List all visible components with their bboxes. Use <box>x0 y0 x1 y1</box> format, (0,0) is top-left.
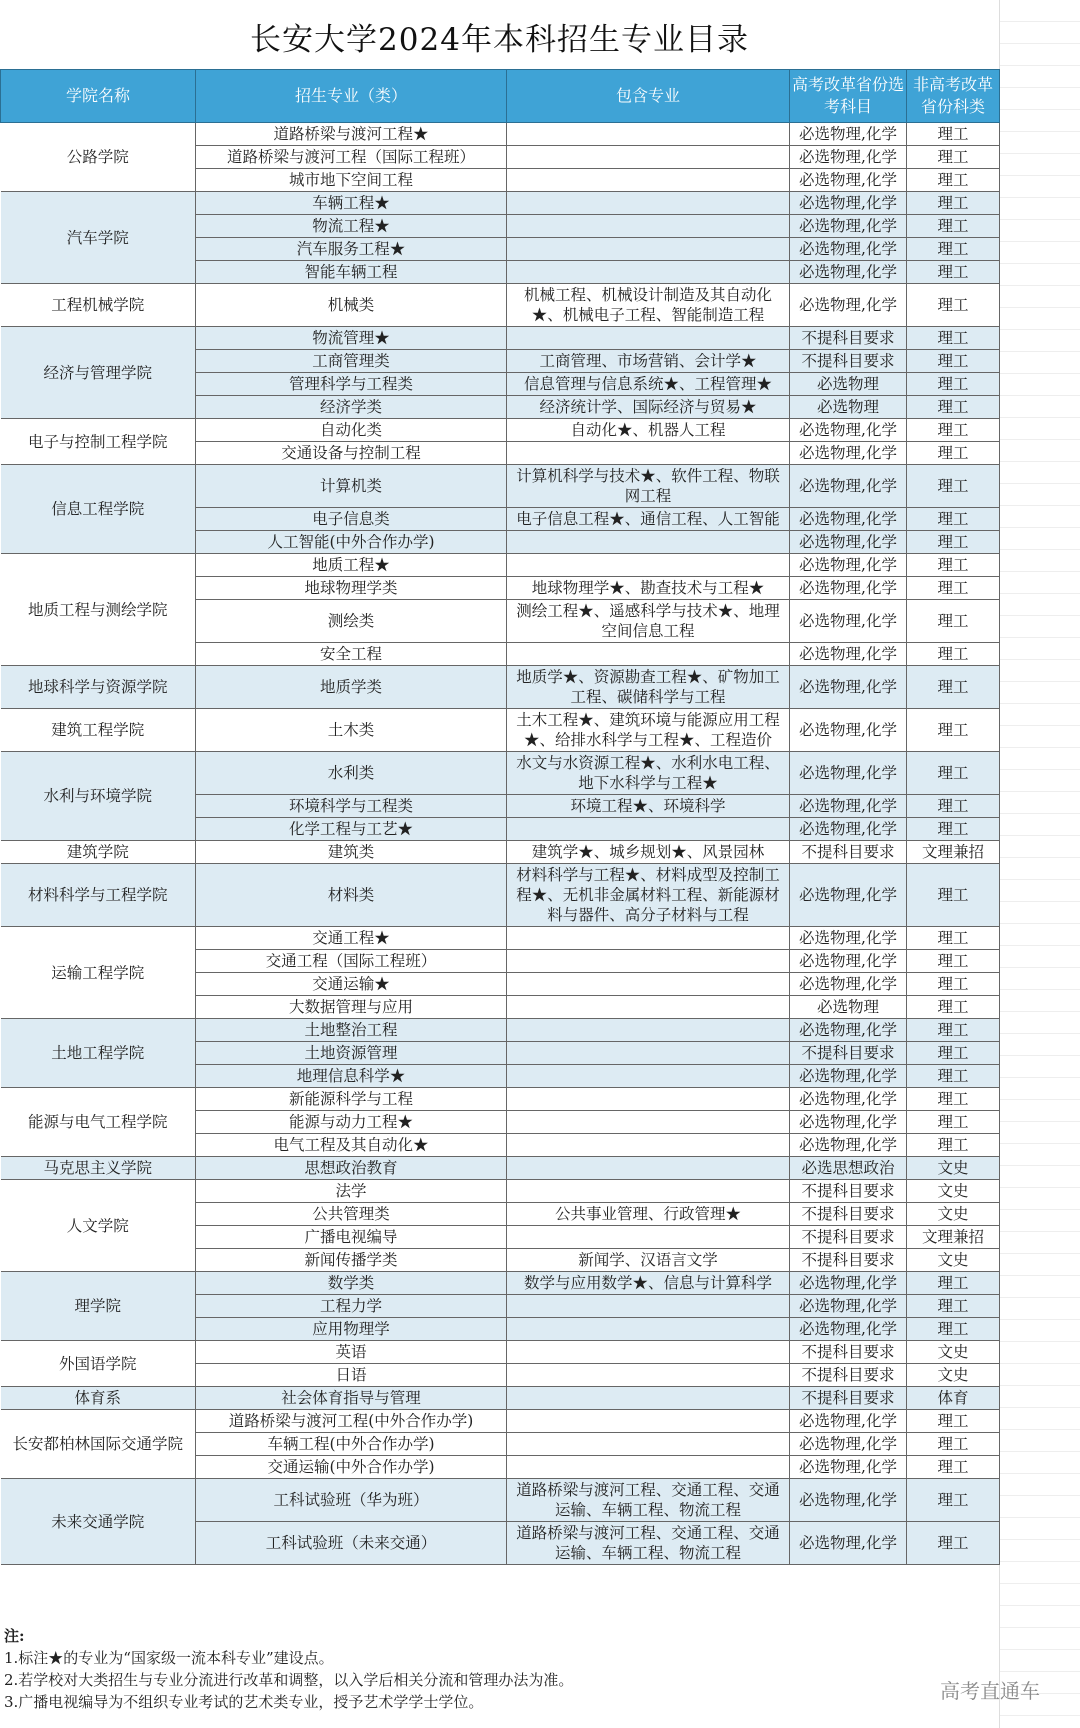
table-row <box>1 1157 1000 1180</box>
major-cell: 材料类 <box>196 864 507 927</box>
major-cell: 英语 <box>196 1341 507 1364</box>
major-catalog-table <box>0 69 1000 1565</box>
subject-requirement-cell: 必选物理,化学 <box>790 1019 907 1042</box>
subject-requirement-cell: 不提科目要求 <box>790 1180 907 1203</box>
category-cell: 理工 <box>907 666 1000 709</box>
included-majors-cell <box>507 950 790 973</box>
table-row <box>1 927 1000 950</box>
category-cell: 文史 <box>907 1203 1000 1226</box>
major-cell: 车辆工程(中外合作办学) <box>196 1433 507 1456</box>
subject-requirement-cell: 不提科目要求 <box>790 1387 907 1410</box>
subject-requirement-cell: 不提科目要求 <box>790 327 907 350</box>
watermark: 高考直通车 <box>940 1679 1040 1703</box>
category-cell: 理工 <box>907 508 1000 531</box>
table-row <box>1 327 1000 350</box>
included-majors-cell <box>507 146 790 169</box>
major-cell: 自动化类 <box>196 419 507 442</box>
category-cell: 理工 <box>907 1088 1000 1111</box>
major-cell: 计算机类 <box>196 465 507 508</box>
college-name-cell: 能源与电气工程学院 <box>1 1088 196 1157</box>
category-cell: 理工 <box>907 950 1000 973</box>
major-cell: 汽车服务工程★ <box>196 238 507 261</box>
header-college: 学院名称 <box>1 70 196 123</box>
subject-requirement-cell: 必选物理,化学 <box>790 1522 907 1565</box>
subject-requirement-cell: 必选物理,化学 <box>790 1134 907 1157</box>
category-cell: 文理兼招 <box>907 1226 1000 1249</box>
table-row <box>1 1479 1000 1522</box>
category-cell: 文史 <box>907 1249 1000 1272</box>
major-cell: 环境科学与工程类 <box>196 795 507 818</box>
category-cell: 理工 <box>907 169 1000 192</box>
header-reform-subjects: 高考改革省份选考科目 <box>790 70 907 123</box>
college-name-cell: 外国语学院 <box>1 1341 196 1387</box>
major-cell: 道路桥梁与渡河工程（国际工程班） <box>196 146 507 169</box>
included-majors-cell <box>507 215 790 238</box>
subject-requirement-cell: 必选物理,化学 <box>790 927 907 950</box>
included-majors-cell: 道路桥梁与渡河工程、交通工程、交通运输、车辆工程、物流工程 <box>507 1479 790 1522</box>
category-cell: 理工 <box>907 927 1000 950</box>
category-cell: 理工 <box>907 1522 1000 1565</box>
category-cell: 理工 <box>907 350 1000 373</box>
college-name-cell: 汽车学院 <box>1 192 196 284</box>
college-name-cell: 材料科学与工程学院 <box>1 864 196 927</box>
major-cell: 道路桥梁与渡河工程(中外合作办学) <box>196 1410 507 1433</box>
included-majors-cell: 测绘工程★、遥感科学与技术★、地理空间信息工程 <box>507 600 790 643</box>
college-name-cell: 公路学院 <box>1 123 196 192</box>
category-cell: 理工 <box>907 1318 1000 1341</box>
header-nonreform-category: 非高考改革省份科类 <box>907 70 1000 123</box>
note-item: 3.广播电视编导为不组织专业考试的艺术类专业，授予艺术学学士学位。 <box>4 1693 484 1711</box>
major-cell: 地球物理学类 <box>196 577 507 600</box>
major-cell: 新能源科学与工程 <box>196 1088 507 1111</box>
major-cell: 地质工程★ <box>196 554 507 577</box>
subject-requirement-cell: 必选物理,化学 <box>790 508 907 531</box>
subject-requirement-cell: 必选物理,化学 <box>790 864 907 927</box>
subject-requirement-cell: 必选物理,化学 <box>790 666 907 709</box>
category-cell: 理工 <box>907 1019 1000 1042</box>
subject-requirement-cell: 必选物理,化学 <box>790 284 907 327</box>
table-row <box>1 554 1000 577</box>
table-row <box>1 1341 1000 1364</box>
included-majors-cell <box>507 442 790 465</box>
major-cell: 管理科学与工程类 <box>196 373 507 396</box>
major-cell: 新闻传播学类 <box>196 1249 507 1272</box>
included-majors-cell: 工商管理、市场营销、会计学★ <box>507 350 790 373</box>
table-row <box>1 192 1000 215</box>
included-majors-cell: 地球物理学★、勘查技术与工程★ <box>507 577 790 600</box>
subject-requirement-cell: 必选物理 <box>790 373 907 396</box>
included-majors-cell <box>507 1226 790 1249</box>
category-cell: 理工 <box>907 795 1000 818</box>
included-majors-cell <box>507 1088 790 1111</box>
subject-requirement-cell: 必选物理,化学 <box>790 123 907 146</box>
major-cell: 土地整治工程 <box>196 1019 507 1042</box>
category-cell: 理工 <box>907 1433 1000 1456</box>
category-cell: 理工 <box>907 1410 1000 1433</box>
subject-requirement-cell: 必选物理,化学 <box>790 169 907 192</box>
major-cell: 智能车辆工程 <box>196 261 507 284</box>
subject-requirement-cell: 必选物理 <box>790 996 907 1019</box>
major-cell: 道路桥梁与渡河工程★ <box>196 123 507 146</box>
major-cell: 地质学类 <box>196 666 507 709</box>
college-name-cell: 地球科学与资源学院 <box>1 666 196 709</box>
subject-requirement-cell: 必选物理,化学 <box>790 1433 907 1456</box>
included-majors-cell <box>507 1433 790 1456</box>
major-cell: 土地资源管理 <box>196 1042 507 1065</box>
major-cell: 社会体育指导与管理 <box>196 1387 507 1410</box>
category-cell: 理工 <box>907 465 1000 508</box>
included-majors-cell <box>507 1111 790 1134</box>
category-cell: 文史 <box>907 1157 1000 1180</box>
included-majors-cell <box>507 1387 790 1410</box>
subject-requirement-cell: 必选物理,化学 <box>790 261 907 284</box>
subject-requirement-cell: 必选物理,化学 <box>790 1456 907 1479</box>
table-row <box>1 123 1000 146</box>
included-majors-cell <box>507 1410 790 1433</box>
major-cell: 工科试验班（华为班） <box>196 1479 507 1522</box>
major-cell: 地理信息科学★ <box>196 1065 507 1088</box>
major-cell: 应用物理学 <box>196 1318 507 1341</box>
subject-requirement-cell: 必选物理,化学 <box>790 1479 907 1522</box>
table-row <box>1 1180 1000 1203</box>
subject-requirement-cell: 必选物理,化学 <box>790 192 907 215</box>
major-cell: 测绘类 <box>196 600 507 643</box>
included-majors-cell <box>507 1456 790 1479</box>
college-name-cell: 经济与管理学院 <box>1 327 196 419</box>
included-majors-cell: 电子信息工程★、通信工程、人工智能 <box>507 508 790 531</box>
major-cell: 物流管理★ <box>196 327 507 350</box>
included-majors-cell <box>507 1341 790 1364</box>
subject-requirement-cell: 必选物理,化学 <box>790 531 907 554</box>
table-row <box>1 666 1000 709</box>
major-cell: 化学工程与工艺★ <box>196 818 507 841</box>
major-cell: 能源与动力工程★ <box>196 1111 507 1134</box>
included-majors-cell: 计算机科学与技术★、软件工程、物联网工程 <box>507 465 790 508</box>
table-header-row <box>1 70 1000 123</box>
subject-requirement-cell: 不提科目要求 <box>790 1226 907 1249</box>
category-cell: 文史 <box>907 1364 1000 1387</box>
major-cell: 法学 <box>196 1180 507 1203</box>
major-cell: 交通运输(中外合作办学) <box>196 1456 507 1479</box>
subject-requirement-cell: 必选物理,化学 <box>790 1410 907 1433</box>
category-cell: 理工 <box>907 238 1000 261</box>
subject-requirement-cell: 必选物理,化学 <box>790 973 907 996</box>
subject-requirement-cell: 必选物理,化学 <box>790 643 907 666</box>
included-majors-cell: 材料科学与工程★、材料成型及控制工程★、无机非金属材料工程、新能源材料与器件、高分子材料与工程 <box>507 864 790 927</box>
category-cell: 理工 <box>907 1134 1000 1157</box>
included-majors-cell <box>507 1295 790 1318</box>
category-cell: 理工 <box>907 419 1000 442</box>
college-name-cell: 运输工程学院 <box>1 927 196 1019</box>
included-majors-cell <box>507 1019 790 1042</box>
subject-requirement-cell: 必选物理,化学 <box>790 1111 907 1134</box>
category-cell: 理工 <box>907 123 1000 146</box>
subject-requirement-cell: 必选物理,化学 <box>790 1088 907 1111</box>
category-cell: 理工 <box>907 1065 1000 1088</box>
header-major: 招生专业（类） <box>196 70 507 123</box>
table-row <box>1 1019 1000 1042</box>
included-majors-cell: 机械工程、机械设计制造及其自动化★、机械电子工程、智能制造工程 <box>507 284 790 327</box>
college-name-cell: 工程机械学院 <box>1 284 196 327</box>
table-row <box>1 1410 1000 1433</box>
major-cell: 交通工程（国际工程班） <box>196 950 507 973</box>
category-cell: 文史 <box>907 1341 1000 1364</box>
subject-requirement-cell: 必选物理,化学 <box>790 419 907 442</box>
included-majors-cell <box>507 238 790 261</box>
included-majors-cell <box>507 261 790 284</box>
header-included: 包含专业 <box>507 70 790 123</box>
subject-requirement-cell: 必选物理,化学 <box>790 600 907 643</box>
included-majors-cell <box>507 1157 790 1180</box>
category-cell: 理工 <box>907 192 1000 215</box>
subject-requirement-cell: 不提科目要求 <box>790 1249 907 1272</box>
included-majors-cell <box>507 643 790 666</box>
subject-requirement-cell: 不提科目要求 <box>790 350 907 373</box>
major-cell: 工科试验班（未来交通） <box>196 1522 507 1565</box>
table-body <box>1 123 1000 1565</box>
major-cell: 工程力学 <box>196 1295 507 1318</box>
college-name-cell: 人文学院 <box>1 1180 196 1272</box>
major-cell: 公共管理类 <box>196 1203 507 1226</box>
college-name-cell: 建筑学院 <box>1 841 196 864</box>
subject-requirement-cell: 必选物理,化学 <box>790 1318 907 1341</box>
table-row <box>1 284 1000 327</box>
subject-requirement-cell: 不提科目要求 <box>790 1341 907 1364</box>
major-cell: 日语 <box>196 1364 507 1387</box>
major-cell: 物流工程★ <box>196 215 507 238</box>
major-cell: 交通工程★ <box>196 927 507 950</box>
category-cell: 理工 <box>907 146 1000 169</box>
major-cell: 思想政治教育 <box>196 1157 507 1180</box>
category-cell: 理工 <box>907 442 1000 465</box>
college-name-cell: 电子与控制工程学院 <box>1 419 196 465</box>
major-cell: 安全工程 <box>196 643 507 666</box>
included-majors-cell <box>507 996 790 1019</box>
subject-requirement-cell: 不提科目要求 <box>790 1042 907 1065</box>
category-cell: 理工 <box>907 261 1000 284</box>
included-majors-cell: 道路桥梁与渡河工程、交通工程、交通运输、车辆工程、物流工程 <box>507 1522 790 1565</box>
subject-requirement-cell: 必选物理,化学 <box>790 795 907 818</box>
major-cell: 建筑类 <box>196 841 507 864</box>
included-majors-cell: 环境工程★、环境科学 <box>507 795 790 818</box>
included-majors-cell <box>507 1180 790 1203</box>
included-majors-cell: 地质学★、资源勘查工程★、矿物加工工程、碳储科学与工程 <box>507 666 790 709</box>
category-cell: 理工 <box>907 600 1000 643</box>
subject-requirement-cell: 必选物理,化学 <box>790 577 907 600</box>
included-majors-cell <box>507 123 790 146</box>
major-cell: 数学类 <box>196 1272 507 1295</box>
table-row <box>1 1088 1000 1111</box>
category-cell: 理工 <box>907 1111 1000 1134</box>
table-row <box>1 1387 1000 1410</box>
category-cell: 理工 <box>907 1456 1000 1479</box>
subject-requirement-cell: 必选物理,化学 <box>790 554 907 577</box>
note-item: 2.若学校对大类招生与专业分流进行改革和调整，以入学后相关分流和管理办法为准。 <box>4 1671 574 1689</box>
included-majors-cell <box>507 327 790 350</box>
table-row <box>1 864 1000 927</box>
included-majors-cell: 公共事业管理、行政管理★ <box>507 1203 790 1226</box>
major-cell: 经济学类 <box>196 396 507 419</box>
included-majors-cell <box>507 1134 790 1157</box>
major-cell: 人工智能(中外合作办学) <box>196 531 507 554</box>
college-name-cell: 地质工程与测绘学院 <box>1 554 196 666</box>
subject-requirement-cell: 必选思想政治 <box>790 1157 907 1180</box>
subject-requirement-cell: 必选物理,化学 <box>790 146 907 169</box>
included-majors-cell <box>507 1364 790 1387</box>
note-item: 1.标注★的专业为“国家级一流本科专业”建设点。 <box>4 1649 334 1667</box>
included-majors-cell <box>507 554 790 577</box>
category-cell: 理工 <box>907 1272 1000 1295</box>
college-name-cell: 马克思主义学院 <box>1 1157 196 1180</box>
college-name-cell: 水利与环境学院 <box>1 752 196 841</box>
category-cell: 理工 <box>907 1042 1000 1065</box>
table-row <box>1 752 1000 795</box>
college-name-cell: 体育系 <box>1 1387 196 1410</box>
included-majors-cell <box>507 1065 790 1088</box>
category-cell: 理工 <box>907 818 1000 841</box>
included-majors-cell: 数学与应用数学★、信息与计算科学 <box>507 1272 790 1295</box>
included-majors-cell: 建筑学★、城乡规划★、风景园林 <box>507 841 790 864</box>
category-cell: 理工 <box>907 996 1000 1019</box>
included-majors-cell: 水文与水资源工程★、水利水电工程、地下水科学与工程★ <box>507 752 790 795</box>
included-majors-cell <box>507 927 790 950</box>
major-cell: 交通设备与控制工程 <box>196 442 507 465</box>
college-name-cell: 理学院 <box>1 1272 196 1341</box>
category-cell: 理工 <box>907 1295 1000 1318</box>
major-cell: 电气工程及其自动化★ <box>196 1134 507 1157</box>
sheet-grid-background <box>999 0 1080 1728</box>
subject-requirement-cell: 必选物理,化学 <box>790 215 907 238</box>
category-cell: 文理兼招 <box>907 841 1000 864</box>
category-cell: 理工 <box>907 709 1000 752</box>
included-majors-cell: 信息管理与信息系统★、工程管理★ <box>507 373 790 396</box>
major-cell: 大数据管理与应用 <box>196 996 507 1019</box>
subject-requirement-cell: 必选物理,化学 <box>790 465 907 508</box>
category-cell: 理工 <box>907 327 1000 350</box>
included-majors-cell <box>507 818 790 841</box>
table-row <box>1 709 1000 752</box>
subject-requirement-cell: 必选物理,化学 <box>790 238 907 261</box>
category-cell: 文史 <box>907 1180 1000 1203</box>
table-row <box>1 465 1000 508</box>
included-majors-cell <box>507 192 790 215</box>
college-name-cell: 土地工程学院 <box>1 1019 196 1088</box>
table-row <box>1 841 1000 864</box>
major-cell: 广播电视编导 <box>196 1226 507 1249</box>
included-majors-cell <box>507 169 790 192</box>
notes <box>4 1625 573 1713</box>
included-majors-cell: 土木工程★、建筑环境与能源应用工程★、给排水科学与工程★、工程造价 <box>507 709 790 752</box>
subject-requirement-cell: 必选物理,化学 <box>790 818 907 841</box>
subject-requirement-cell: 必选物理 <box>790 396 907 419</box>
category-cell: 理工 <box>907 864 1000 927</box>
category-cell: 理工 <box>907 1479 1000 1522</box>
category-cell: 理工 <box>907 752 1000 795</box>
notes-heading: 注: <box>4 1627 25 1645</box>
category-cell: 理工 <box>907 284 1000 327</box>
included-majors-cell: 自动化★、机器人工程 <box>507 419 790 442</box>
college-name-cell: 长安都柏林国际交通学院 <box>1 1410 196 1479</box>
major-cell: 机械类 <box>196 284 507 327</box>
subject-requirement-cell: 必选物理,化学 <box>790 1065 907 1088</box>
subject-requirement-cell: 必选物理,化学 <box>790 1295 907 1318</box>
major-cell: 车辆工程★ <box>196 192 507 215</box>
category-cell: 体育 <box>907 1387 1000 1410</box>
subject-requirement-cell: 必选物理,化学 <box>790 950 907 973</box>
college-name-cell: 信息工程学院 <box>1 465 196 554</box>
major-cell: 土木类 <box>196 709 507 752</box>
included-majors-cell: 新闻学、汉语言文学 <box>507 1249 790 1272</box>
table-row <box>1 1272 1000 1295</box>
major-cell: 水利类 <box>196 752 507 795</box>
page-title: 长安大学2024年本科招生专业目录 <box>250 22 749 58</box>
category-cell: 理工 <box>907 554 1000 577</box>
category-cell: 理工 <box>907 215 1000 238</box>
subject-requirement-cell: 必选物理,化学 <box>790 1272 907 1295</box>
category-cell: 理工 <box>907 373 1000 396</box>
major-cell: 城市地下空间工程 <box>196 169 507 192</box>
college-name-cell: 未来交通学院 <box>1 1479 196 1565</box>
category-cell: 理工 <box>907 531 1000 554</box>
major-cell: 交通运输★ <box>196 973 507 996</box>
category-cell: 理工 <box>907 396 1000 419</box>
subject-requirement-cell: 必选物理,化学 <box>790 709 907 752</box>
category-cell: 理工 <box>907 973 1000 996</box>
subject-requirement-cell: 必选物理,化学 <box>790 752 907 795</box>
subject-requirement-cell: 必选物理,化学 <box>790 442 907 465</box>
college-name-cell: 建筑工程学院 <box>1 709 196 752</box>
included-majors-cell <box>507 1042 790 1065</box>
major-cell: 工商管理类 <box>196 350 507 373</box>
subject-requirement-cell: 不提科目要求 <box>790 1364 907 1387</box>
major-cell: 电子信息类 <box>196 508 507 531</box>
category-cell: 理工 <box>907 577 1000 600</box>
included-majors-cell: 经济统计学、国际经济与贸易★ <box>507 396 790 419</box>
category-cell: 理工 <box>907 643 1000 666</box>
table-row <box>1 419 1000 442</box>
subject-requirement-cell: 不提科目要求 <box>790 1203 907 1226</box>
included-majors-cell <box>507 531 790 554</box>
subject-requirement-cell: 不提科目要求 <box>790 841 907 864</box>
included-majors-cell <box>507 1318 790 1341</box>
included-majors-cell <box>507 973 790 996</box>
